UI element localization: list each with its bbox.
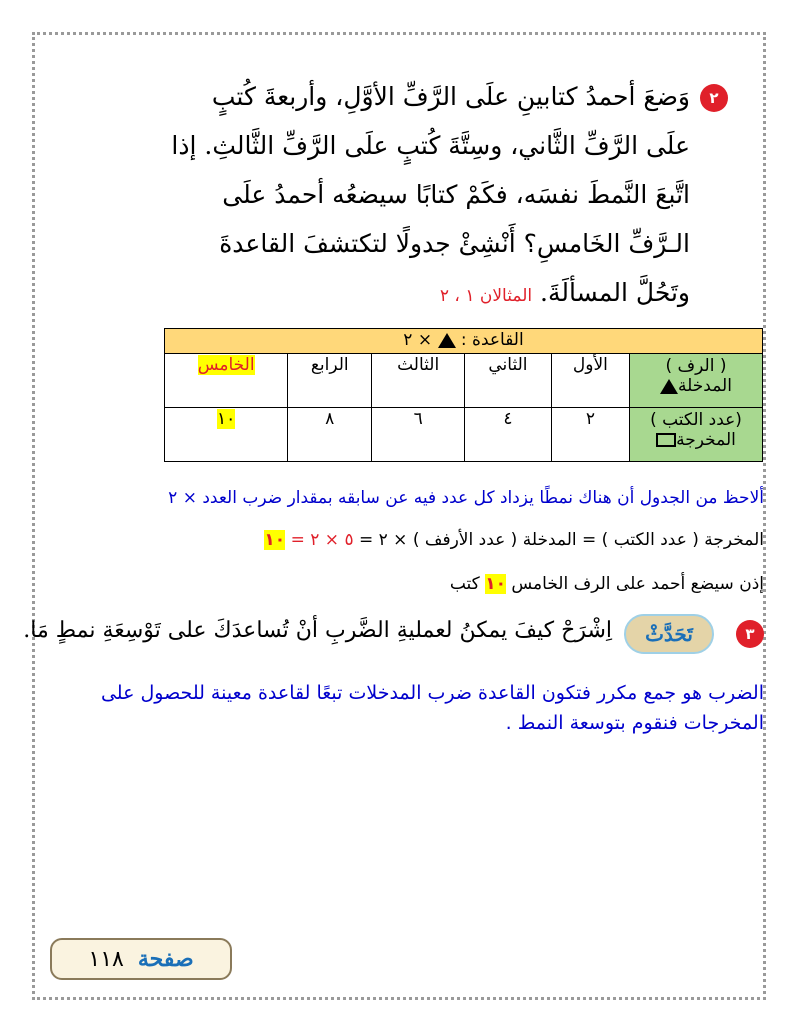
table-cell: ٢ bbox=[551, 408, 629, 462]
table-cell-highlight bbox=[165, 354, 288, 408]
table-cell: ٨ bbox=[288, 408, 372, 462]
problem-3-text: اِشْرَحْ كيفَ يمكنُ لعمليةِ الضَّربِ أنْ تُساعدَكَ على تَوْسِعَةِ نمطٍ مَا. bbox=[23, 618, 612, 643]
problem-2-body: وَضعَ أحمدُ كتابينِ علَى الرَّفِّ الأوَّلِ، وأربعةَ كُتبٍ علَى الرَّفِّ الثَّاني، وسِتَّةَ كُتبٍ علَى الرَّفِّ الثَّالثِ. إذا اتَّبعَ النَّمطَ نفسَه، فكَمْ كتابًا سيضعُه أحمدُ علَى الـرَّفِّ الخَامسِ؟ أَنْشِئْ جدولًا لتكتشفَ القاعدةَ وتَحُلَّ المسألَةَ. bbox=[171, 82, 690, 307]
rule-header bbox=[165, 329, 763, 354]
problem-3-badge bbox=[736, 620, 764, 648]
row-head-output bbox=[630, 408, 763, 462]
problem-2-text bbox=[170, 72, 690, 321]
table-cell: الثاني bbox=[465, 354, 552, 408]
note-line-3-pre: إذن سيضع أحمد على الرف الخامس bbox=[511, 574, 764, 594]
rule-table bbox=[164, 328, 763, 462]
highlight-value: ١٠ bbox=[216, 409, 236, 429]
note-line-1: ألاحظ من الجدول أن هناك نمطًا يزداد كل عدد فيه عن سابقه بمقدار ضرب العدد × ٢ bbox=[168, 488, 764, 508]
page-label: صفحة bbox=[137, 946, 194, 972]
note-line-2-main: المخرجة ( عدد الكتب ) = المدخلة ( عدد الأرفف ) × ٢ = bbox=[358, 530, 764, 550]
table-cell: الرابع bbox=[288, 354, 372, 408]
table-row-output bbox=[165, 408, 763, 462]
triangle-icon bbox=[660, 379, 678, 394]
table-cell-highlight bbox=[165, 408, 288, 462]
output-sublabel: المخرجة bbox=[676, 430, 736, 450]
page-number: ١١٨ bbox=[88, 946, 124, 972]
note-line-2-calc: ٥ × ٢ = bbox=[290, 530, 354, 550]
problem-2-reference: المثالان ١ ، ٢ bbox=[439, 286, 533, 306]
square-icon bbox=[656, 433, 676, 447]
note-line-2 bbox=[264, 530, 764, 550]
note-line-3 bbox=[450, 574, 764, 594]
rule-prefix: القاعدة : bbox=[460, 330, 524, 350]
input-sublabel: المدخلة bbox=[678, 376, 732, 396]
problem-3-number: ٣ bbox=[745, 625, 755, 643]
problem-2-number: ٢ bbox=[709, 89, 719, 107]
table-row-input bbox=[165, 354, 763, 408]
talk-label: تَحَدَّثْ bbox=[624, 614, 714, 654]
highlight-value: الخامس bbox=[197, 355, 255, 375]
table-cell: ٤ bbox=[465, 408, 552, 462]
problem-2-badge bbox=[700, 84, 728, 112]
table-cell: الثالث bbox=[372, 354, 465, 408]
table-cell: الأول bbox=[551, 354, 629, 408]
problem-3-answer: الضرب هو جمع مكرر فتكون القاعدة ضرب المدخلات تبعًا لقاعدة معينة للحصول على المخرجات فنقوم بتوسعة النمط . bbox=[100, 682, 764, 734]
note-line-3-answer: ١٠ bbox=[485, 574, 506, 594]
triangle-icon bbox=[438, 333, 456, 348]
rule-suffix: × ٢ bbox=[403, 330, 433, 350]
page-number-box bbox=[50, 938, 232, 980]
note-line-2-answer: ١٠ bbox=[264, 530, 286, 550]
input-label: ( الرف ) bbox=[665, 356, 727, 376]
problem-3 bbox=[24, 614, 764, 658]
output-label: (عدد الكتب ) bbox=[650, 410, 742, 430]
note-line-3-post: كتب bbox=[449, 574, 480, 594]
table-cell: ٦ bbox=[372, 408, 465, 462]
row-head-input bbox=[630, 354, 763, 408]
